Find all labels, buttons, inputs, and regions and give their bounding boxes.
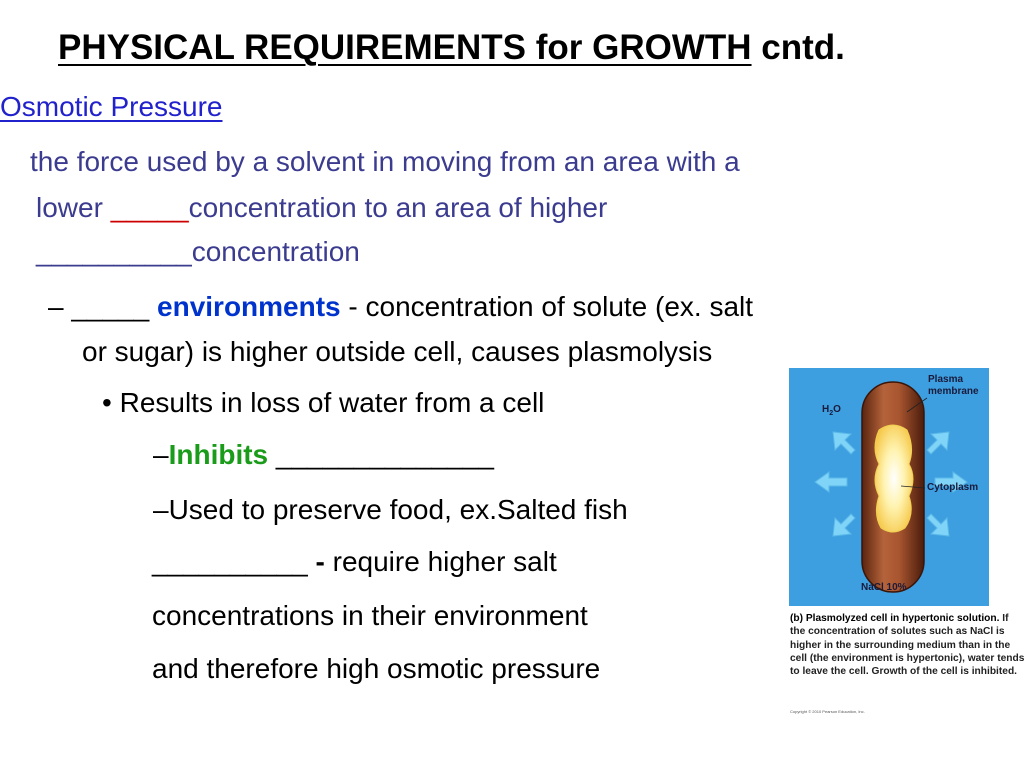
definition-text: concentration <box>191 236 360 267</box>
membrane-label: membrane <box>928 386 979 397</box>
definition-line-1: the force used by a solvent in moving from an area with a <box>30 146 740 177</box>
dash-marker: – <box>153 439 169 470</box>
cytoplasm <box>875 425 913 532</box>
title-suffix: cntd. <box>761 28 845 67</box>
slide-title <box>58 28 845 68</box>
h2o-label <box>822 404 841 417</box>
dash-marker: - <box>307 546 333 577</box>
bullet-environments <box>48 291 753 323</box>
definition-line-3 <box>36 236 360 268</box>
caption-bold: (b) Plasmolyzed cell in hypertonic solution. <box>790 613 1000 624</box>
inhibits-term: Inhibits <box>168 439 269 470</box>
environments-term: environments <box>157 291 341 322</box>
plasmolyzed-cell-figure <box>789 368 989 606</box>
halophile-line-2: concentrations in their environment <box>152 600 588 631</box>
h2o-h: H <box>822 404 830 415</box>
definition-text: lower <box>36 192 111 223</box>
halophile-text: require higher salt <box>332 546 557 577</box>
bullet-text: Results in loss of water from a cell <box>119 387 545 418</box>
nacl-label: NaCl 10% <box>861 582 907 593</box>
section-heading: Osmotic Pressure <box>0 91 223 122</box>
bullet-environments-line-2: or sugar) is higher outside cell, causes plasmolysis <box>82 336 713 367</box>
cytoplasm-label: Cytoplasm <box>927 482 979 493</box>
fill-in-blank: _____ <box>110 192 189 223</box>
fill-in-blank: __________ <box>36 236 192 267</box>
h2o-subscript: 2 <box>829 410 834 417</box>
bullet-marker: • <box>102 387 112 418</box>
h2o-o: O <box>833 404 841 415</box>
figure-copyright: Copyright © 2010 Pearson Education, Inc. <box>790 709 865 714</box>
sub-bullet-preserve <box>153 494 628 526</box>
title-main: PHYSICAL REQUIREMENTS for GROWTH <box>58 28 752 67</box>
dash-marker: – <box>153 494 169 525</box>
halophile-line-3: and therefore high osmotic pressure <box>152 653 601 684</box>
fill-in-blank: _____ <box>71 291 150 322</box>
bullet-text: Used to preserve food, ex.Salted fish <box>168 494 628 525</box>
definition-text: concentration to an area of higher <box>188 192 608 223</box>
bullet-water-loss <box>102 387 544 419</box>
halophile-line-1 <box>152 546 557 578</box>
figure-caption <box>790 612 1024 678</box>
sub-bullet-inhibits <box>153 439 494 471</box>
fill-in-blank: ______________ <box>268 439 494 470</box>
plasma-label: Plasma <box>928 374 964 385</box>
bullet-text: - concentration of solute (ex. salt <box>340 291 754 322</box>
dash-marker: – <box>48 291 64 322</box>
definition-line-2 <box>36 192 607 224</box>
fill-in-blank: __________ <box>152 546 308 577</box>
caption-text: If the concentration of solutes such as NaCl is higher in the surrounding medium than in the cell (the environment is hypertonic), water tends to leave the cell. Growth of the cell is inhibited. <box>790 613 1024 678</box>
